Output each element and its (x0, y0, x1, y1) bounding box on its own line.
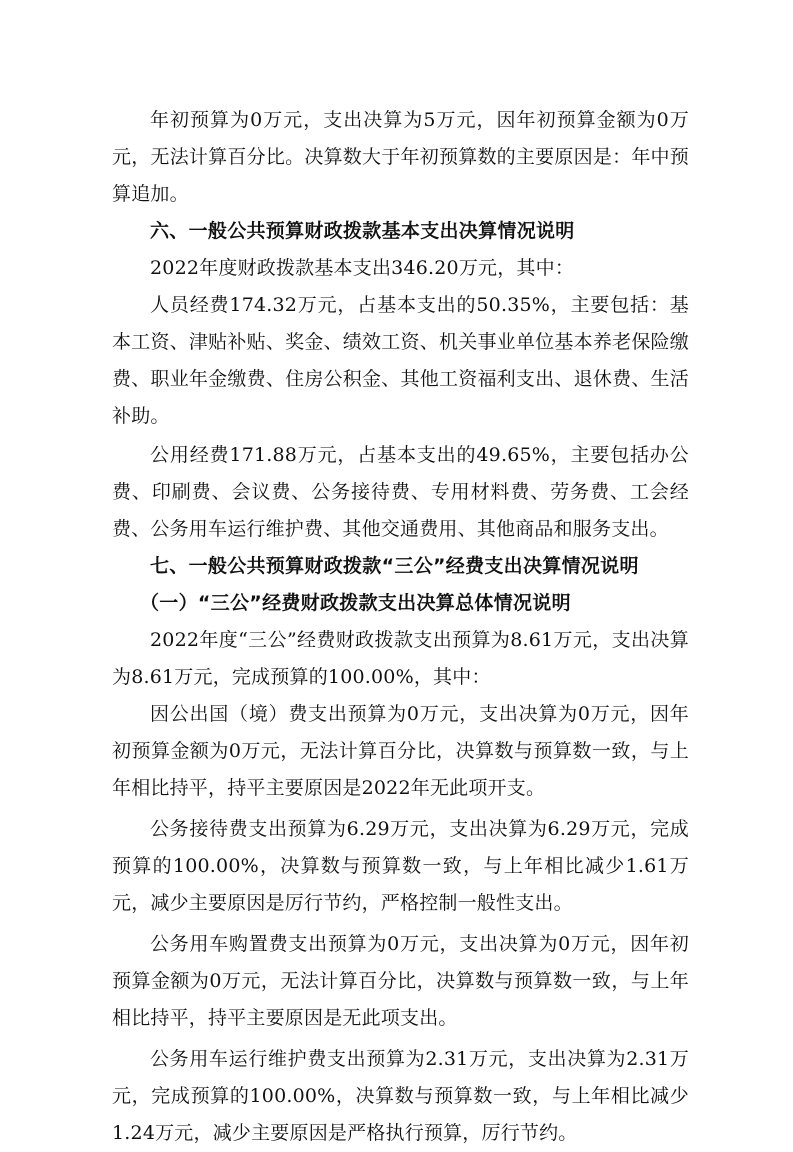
paragraph-vehicle-purchase: 公务用车购置费支出预算为0万元，支出决算为0万元，因年初预算金额为0万元，无法计算百分比，决算数与预算数一致，与上年相比持平，持平主要原因是无此项支出。 (112, 933, 689, 1029)
paragraph-three-public-total: 2022年度“三公”经费财政拨款支出预算为8.61万元，支出决算为8.61万元，完成预算的100.00%，其中： (112, 629, 689, 688)
subsection-heading-1: （一）“三公”经费财政拨款支出决算总体情况说明 (140, 592, 571, 614)
paragraph-personnel-expenses: 人员经费174.32万元，占基本支出的50.35%，主要包括：基本工资、津贴补贴、奖金、绩效工资、机关事业单位基本养老保险缴费、职业年金缴费、住房公积金、其他工资福利支出、退休费、生活补助。 (112, 294, 689, 427)
paragraph-budget-addition: 年初预算为0万元，支出决算为5万元，因年初预算金额为0万元，无法计算百分比。决算数大于年初预算数的主要原因是：年中预算追加。 (112, 109, 689, 205)
paragraph-overseas-travel: 因公出国（境）费支出预算为0万元，支出决算为0万元，因年初预算金额为0万元，无法计算百分比，决算数与预算数一致，与上年相比持平，持平主要原因是2022年无此项开支。 (112, 703, 689, 799)
section-heading-7: 七、一般公共预算财政拨款“三公”经费支出决算情况说明 (150, 555, 639, 577)
paragraph-vehicle-maintenance: 公务用车运行维护费支出预算为2.31万元，支出决算为2.31万元，完成预算的100.00%，决算数与预算数一致，与上年相比减少1.24万元，减少主要原因是严格执行预算，厉行节约。 (112, 1048, 689, 1144)
paragraph-official-reception: 公务接待费支出预算为6.29万元，支出决算为6.29万元，完成预算的100.00%，决算数与预算数一致，与上年相比减少1.61万元，减少主要原因是厉行节约，严格控制一般性支出。 (112, 818, 689, 914)
paragraph-public-expenses: 公用经费171.88万元，占基本支出的49.65%，主要包括办公费、印刷费、会议费、公务接待费、专用材料费、劳务费、工会经费、公务用车运行维护费、其他交通费用、其他商品和服务支出。 (112, 444, 689, 540)
document-body (112, 102, 689, 1152)
paragraph-basic-expenditure-total: 2022年度财政拨款基本支出346.20万元，其中： (150, 257, 575, 279)
section-heading-6: 六、一般公共预算财政拨款基本支出决算情况说明 (150, 220, 575, 242)
